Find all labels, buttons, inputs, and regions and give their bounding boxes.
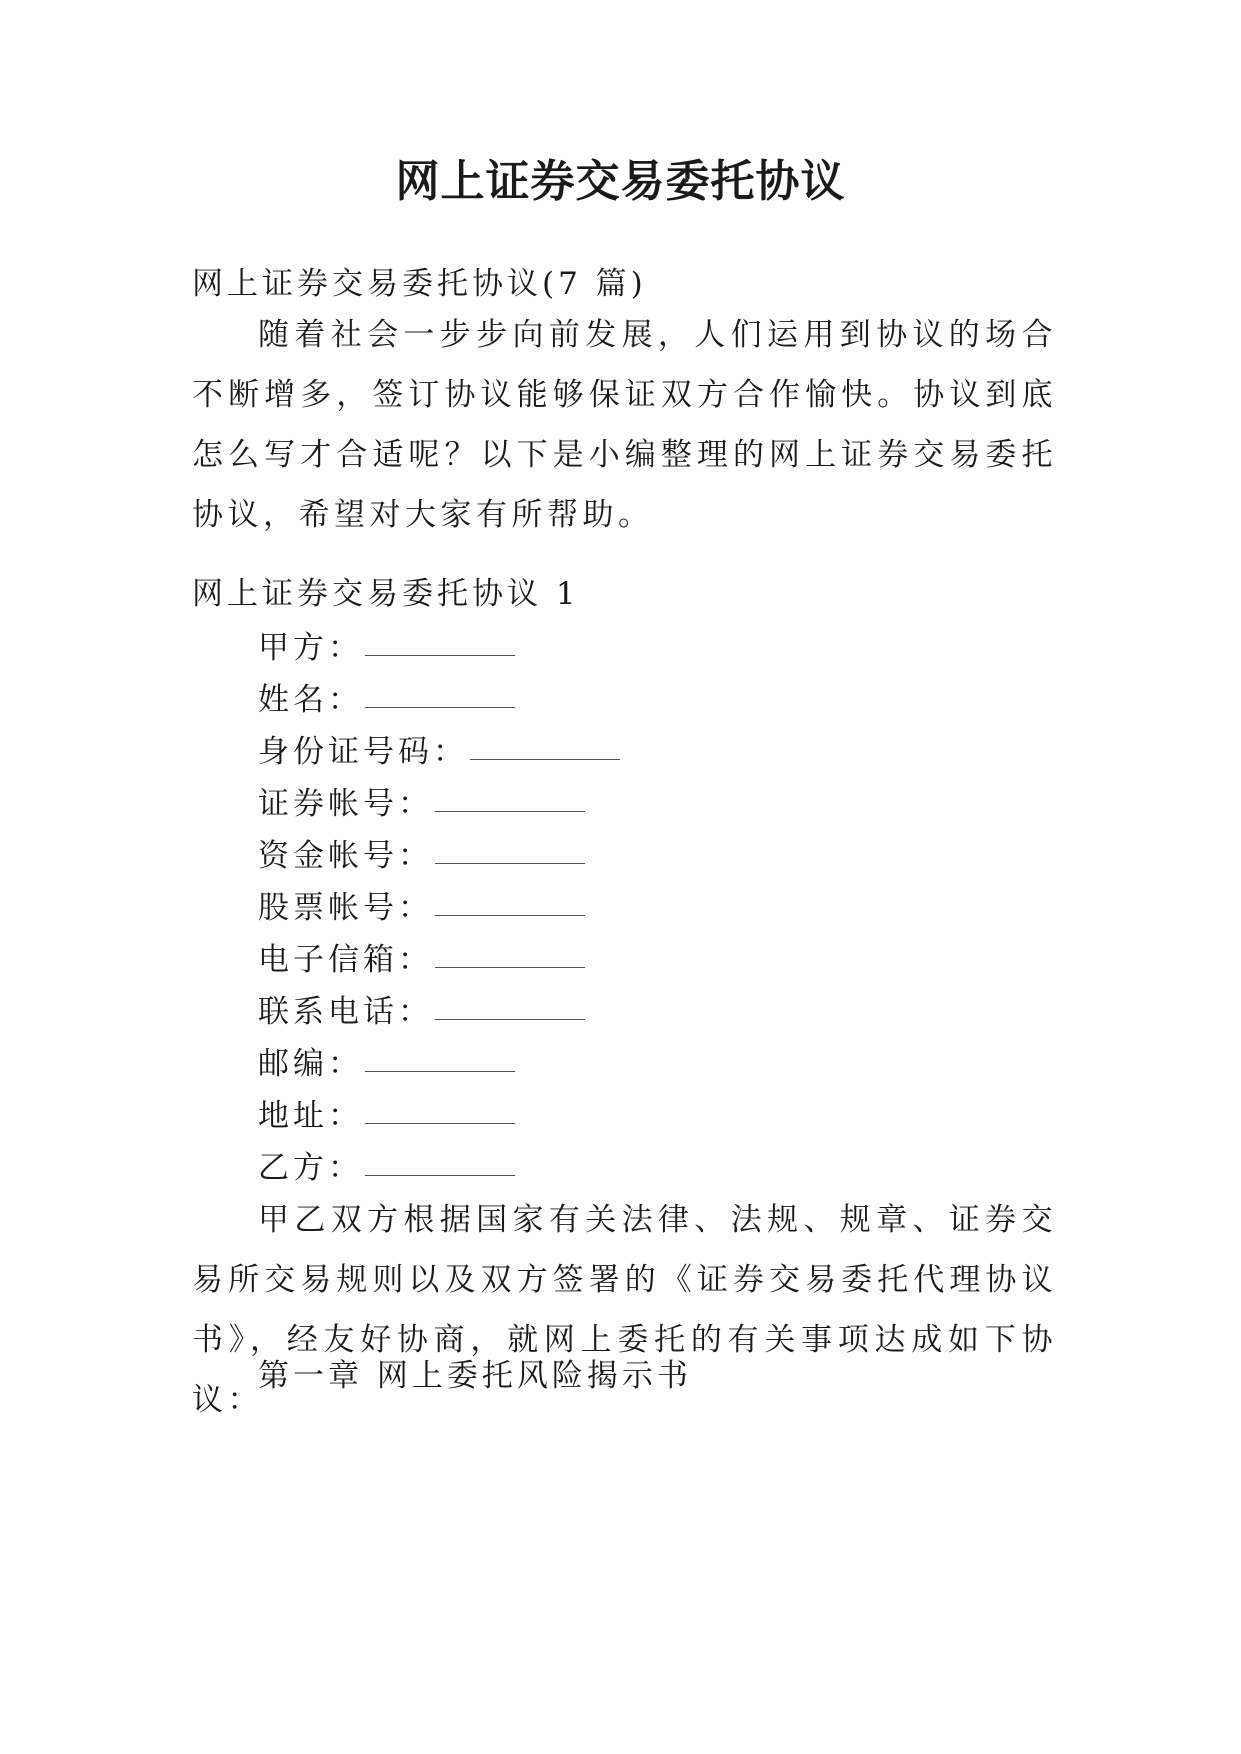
chapter-heading: 第一章 网上委托风险揭示书 — [258, 1358, 692, 1394]
section-title: 网上证券交易委托协议 1 — [192, 576, 580, 612]
field-label: 电子信箱： — [258, 942, 433, 978]
agreement-paragraph: 甲乙双方根据国家有关法律、法规、规章、证券交易所交易规则以及双方签署的《证券交易委托代理协议书》，经友好协商，就网上委托的有关事项达成如下协议： — [192, 1202, 1057, 1418]
field-row — [258, 628, 515, 668]
field-row — [258, 836, 585, 876]
intro-paragraph: 随着社会一步步向前发展，人们运用到协议的场合不断增多，签订协议能够保证双方合作愉快。协议到底怎么写才合适呢？以下是小编整理的网上证券交易委托协议，希望对大家有所帮助。 — [192, 317, 1057, 533]
field-blank — [435, 810, 585, 812]
document-title: 网上证券交易委托协议 — [395, 156, 846, 207]
field-blank — [435, 1018, 585, 1020]
field-label: 资金帐号： — [258, 838, 433, 874]
field-row — [258, 784, 585, 824]
field-row — [258, 1096, 515, 1136]
field-label: 地址： — [258, 1098, 363, 1134]
field-label: 邮编： — [258, 1046, 363, 1082]
field-blank — [365, 706, 515, 708]
field-label: 联系电话： — [258, 994, 433, 1030]
field-label: 证券帐号： — [258, 786, 433, 822]
field-blank — [365, 1122, 515, 1124]
field-label: 身份证号码： — [258, 734, 468, 770]
field-blank — [365, 1174, 515, 1176]
field-row — [258, 1044, 515, 1084]
field-blank — [470, 758, 620, 760]
field-blank — [435, 966, 585, 968]
field-blank — [435, 914, 585, 916]
field-row — [258, 992, 585, 1032]
field-blank — [365, 1070, 515, 1072]
field-label: 乙方： — [258, 1150, 363, 1186]
field-row — [258, 680, 515, 720]
field-label: 甲方： — [258, 630, 363, 666]
field-blank — [435, 862, 585, 864]
field-row — [258, 732, 620, 772]
field-row — [258, 888, 585, 928]
field-row — [258, 1148, 515, 1188]
field-label: 股票帐号： — [258, 890, 433, 926]
document-subtitle: 网上证券交易委托协议(7 篇) — [192, 266, 647, 302]
field-label: 姓名： — [258, 682, 363, 718]
field-blank — [365, 654, 515, 656]
field-row — [258, 940, 585, 980]
